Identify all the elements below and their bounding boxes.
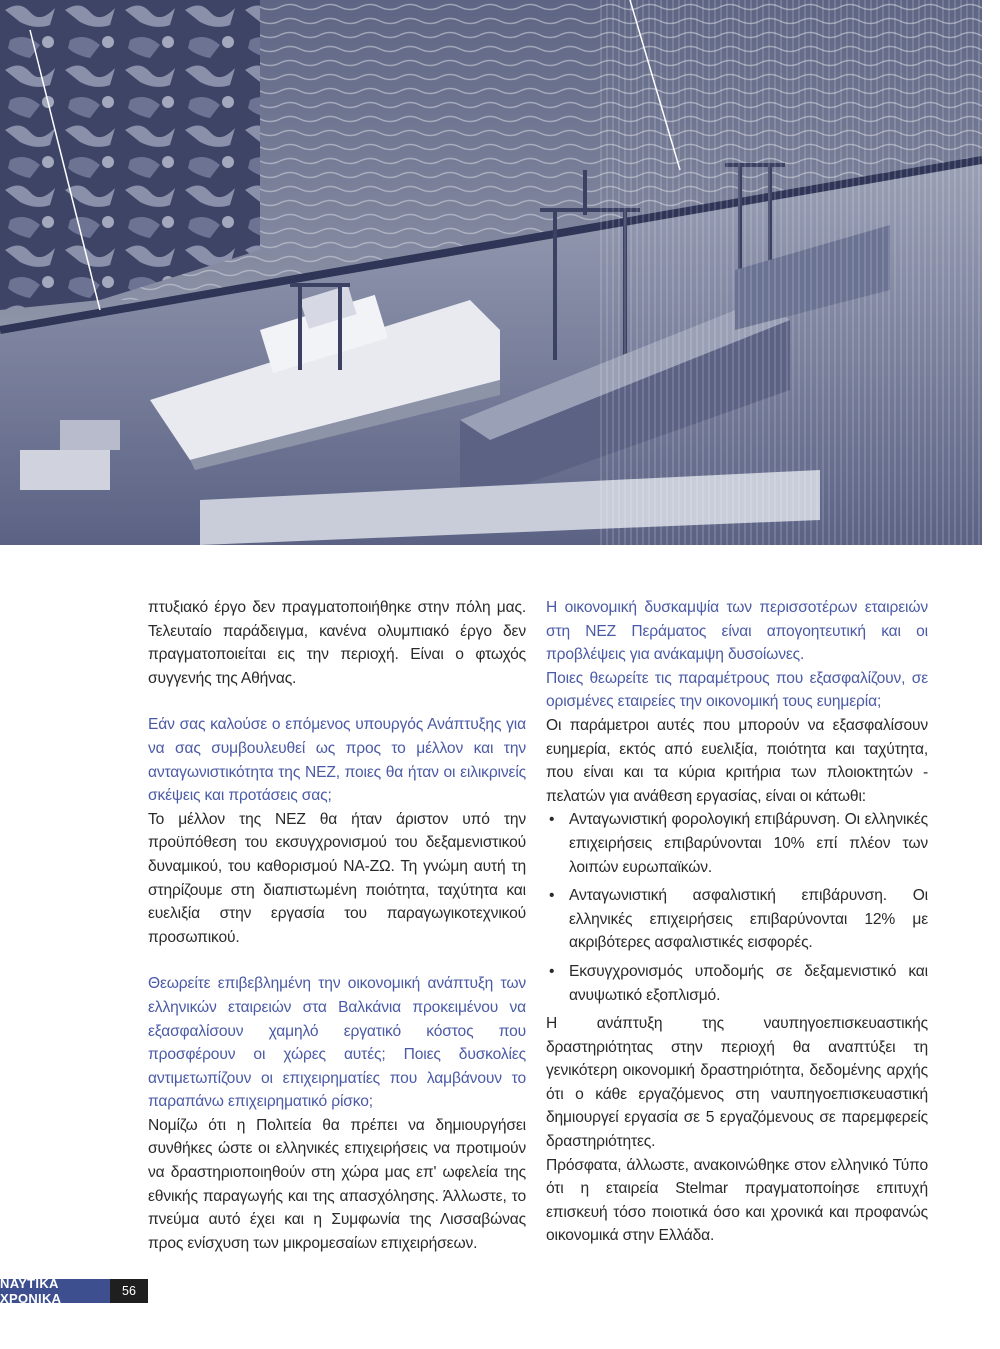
page-number: 56 — [110, 1279, 148, 1303]
answer-3: Οι παράμετροι αυτές που μπορούν να εξασφαλίσουν ευημερία, εκτός από ευελιξία, ποιότητα και ταχύτητα, που είναι και τα κύρια κριτήρια των πλοιοκτητών - πελατών για ανάθεση εργασίας, είναι οι κάτωθι: — [546, 716, 928, 805]
harbour-illustration — [0, 0, 982, 545]
list-item: • Ανταγωνιστική ασφαλιστική επιβάρυνση. Οι ελληνικές επιχειρήσεις επιβαρύνονται 12% με ακριβότερες ασφαλιστικές εισφορές. — [546, 884, 928, 955]
list-item: • Εκσυγχρονισμός υποδομής σε δεξαμενιστικό και ανυψωτικό εξοπλισμό. — [546, 960, 928, 1007]
lead-question: Η οικονομική δυσκαμψία των περισσοτέρων εταιρειών στη ΝΕΖ Περάματος είναι απογοητευτική και οι προβλέψεις για ανάκαμψη δυσοίωνες. — [546, 599, 928, 664]
paragraph-4: Η ανάπτυξη της ναυπηγοεπισκευαστικής δραστηριότητας στην περιοχή θα αναπτύξει τη γενικότερη οικονομική δραστηριότητα, δεδομένης αρχής ότι ο κάθε εργαζόμενος στη ναυπηγοεπισκευαστική δημιουργεί εργασία σε 5 εργαζόμενους σε παρεμφερείς δραστηριότητες. — [546, 1015, 928, 1151]
parameters-list — [546, 808, 928, 1007]
magazine-name: ΝΑΥΤΙΚΑ ΧΡΟΝΙΚΑ — [0, 1279, 110, 1303]
question-2: Θεωρείτε επιβεβλημένη την οικονομική ανάπτυξη των ελληνικών εταιρειών στα Βαλκάνια προκειμένου να εξασφαλίσουν χαμηλό εργατικό κόστος που προσφέρουν οι χώρες αυτές; Ποιες δυσκολίες αντιμετωπίζουν οι επιχειρηματίες που λαμβάνουν το παραπάνω επιχειρηματικό ρίσκο; — [148, 975, 526, 1111]
question-1: Εάν σας καλούσε ο επόμενος υπουργός Ανάπτυξης για να σας συμβουλευθεί ως προς το μέλλον και την ανταγωνιστικότητα της ΝΕΖ, ποιες θα ήταν οι ειλικρινείς σκέψεις και προτάσεις σας; — [148, 716, 526, 805]
answer-1: Το μέλλον της ΝΕΖ θα ήταν άριστον υπό την προϋπόθεση του εκσυγχρονισμού του δεξαμενιστικού δυναμικού, του καθορισμού ΝΑ-ΖΩ. Τη γνώμη αυτή τη στηρίζουμε στη διαπιστωμένη ποιότητα, ταχύτητα και ευελιξία στην εργασία του παραγωγικοτεχνικού προσωπικού. — [148, 810, 526, 946]
hero-photo — [0, 0, 982, 545]
line-texture — [600, 0, 982, 545]
right-column — [546, 596, 928, 1248]
question-3: Ποιες θεωρείτε τις παραμέτρους που εξασφαλίζουν, σε ορισμένες εταιρείες την οικονομική τους ευημερία; — [546, 669, 928, 711]
left-column — [148, 596, 526, 1255]
answer-2: Νομίζω ότι η Πολιτεία θα πρέπει να δημιουργήσει συνθήκες ώστε οι ελληνικές επιχειρήσεις να προτιμούν να δραστηριοποιηθούν στη χώρα μας επ' ωφελεία της εθνικής παραγωγής και της απασχόλησης. Άλλωστε, το πνεύμα αυτό έχει και η Συμφωνία της Λισσαβώνας προς ενίσχυση των μικρομεσαίων επιχειρήσεων. — [148, 1116, 526, 1252]
paragraph-1: πτυξιακό έργο δεν πραγματοποιήθηκε στην πόλη μας. Τελευταίο παράδειγμα, κανένα ολυμπιακό έργο δεν πραγματοποιείται εις την περιοχή. Είναι ο φτωχός συγγενής της Αθήνας. — [148, 599, 526, 687]
paragraph-5: Πρόσφατα, άλλωστε, ανακοινώθηκε στον ελληνικό Τύπο ότι η εταιρεία Stelmar πραγματοποίησε επιτυχή επισκευή τόσο ποιοτικά όσο και χρονικά και προφανώς οικονομικά στην Ελλάδα. — [546, 1156, 928, 1245]
page-footer — [0, 1276, 148, 1306]
list-item: • Ανταγωνιστική φορολογική επιβάρυνση. Οι ελληνικές επιχειρήσεις επιβαρύνονται 10% επί πλέον των λοιπών ευρωπαϊκών. — [546, 808, 928, 879]
